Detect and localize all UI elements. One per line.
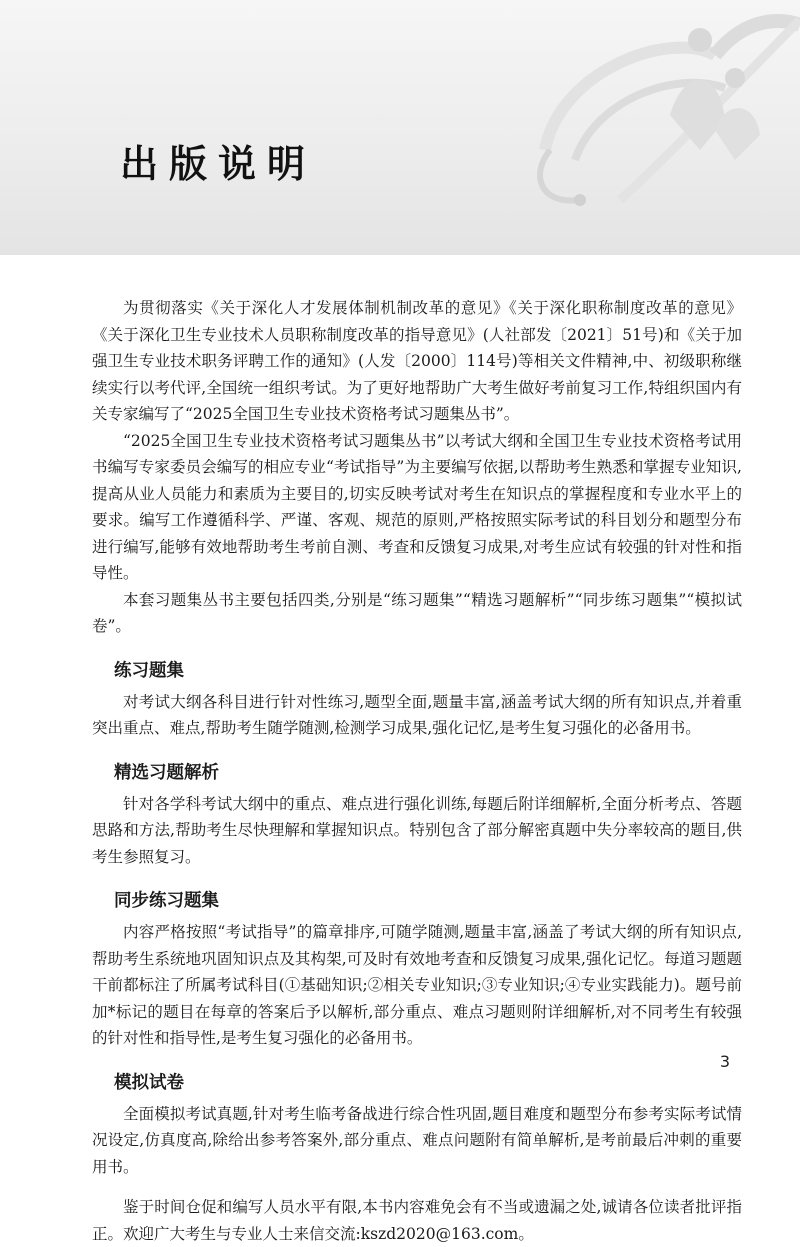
intro-paragraph-3: 本套习题集丛书主要包括四类,分别是“练习题集”“精选习题解析”“同步练习题集”“模拟试卷”。 (92, 590, 742, 635)
header-band (0, 0, 800, 255)
closing-paragraph: 鉴于时间仓促和编写人员水平有限,本书内容难免会有不当或遗漏之处,诚请各位读者批评指正。欢迎广大考生与专业人士来信交流:kszd2020@163.com。 (92, 1198, 742, 1243)
heart-stethoscope-family-icon (500, 0, 800, 255)
page-title: 出版说明 (120, 142, 317, 186)
intro-paragraph-1: 为贯彻落实《关于深化人才发展体制机制改革的意见》《关于深化职称制度改革的意见》《关于深化卫生专业技术人员职称制度改革的指导意见》(人社部发〔2021〕51号)和《关于加强卫生专业技术职务评聘工作的通知》(人发〔2000〕114号)等相关文件精神,中、初级职称继续实行以考代评,全国统一组织考试。为了更好地帮助广大考生做好考前复习工作,特组织国内有关专家编写了“2025全国卫生专业技术资格考试习题集丛书”。 (92, 299, 742, 423)
selected-paragraph: 针对各学科考试大纲中的重点、难点进行强化训练,每题后附详细解析,全面分析考点、答题思路和方法,帮助考生尽快理解和掌握知识点。特别包含了部分解密真题中失分率较高的题目,供考生参照复习。 (92, 794, 742, 866)
heading-selected: 精选习题解析 (114, 762, 219, 783)
sync-paragraph: 内容严格按照“考试指导”的篇章排序,可随学随测,题量丰富,涵盖了考试大纲的所有知识点,帮助考生系统地巩固知识点及其构架,可及时有效地考查和反馈复习成果,强化记忆。每道习题题干前都标注了所属考试科目(①基础知识;②相关专业知识;③专业知识;④专业实践能力)。题号前加*标记的题目在每章的答案后予以解析,部分重点、难点习题则附详细解析,对不同考生有较强的针对性和指导性,是考生复习强化的必备用书。 (92, 923, 742, 1047)
mock-paragraph: 全面模拟考试真题,针对考生临考备战进行综合性巩固,题目难度和题型分布参考实际考试情况设定,仿真度高,除给出参考答案外,部分重点、难点问题附有简单解析,是考前最后冲刺的重要用书。 (92, 1104, 742, 1176)
page-number: 3 (719, 1052, 730, 1071)
heading-practice: 练习题集 (114, 660, 184, 681)
heading-sync: 同步练习题集 (114, 891, 219, 911)
practice-paragraph: 对考试大纲各科目进行针对性练习,题型全面,题量丰富,涵盖考试大纲的所有知识点,并着重突出重点、难点,帮助考生随学随测,检测学习成果,强化记忆,是考生复习强化的必备用书。 (92, 692, 742, 737)
preface-body (92, 295, 742, 1247)
heading-mock: 模拟试卷 (114, 1072, 184, 1093)
intro-paragraph-2: “2025全国卫生专业技术资格考试习题集丛书”以考试大纲和全国卫生专业技术资格考试用书编写专家委员会编写的相应专业“考试指导”为主要编写依据,以帮助考生熟悉和掌握专业知识,提高从业人员能力和素质为主要目的,切实反映考试对考生在知识点的掌握程度和专业水平上的要求。编写工作遵循科学、严谨、客观、规范的原则,严格按照实际考试的科目划分和题型分布进行编写,能够有效地帮助考生考前自测、考查和反馈复习成果,对考生应试有较强的针对性和指导性。 (92, 431, 742, 582)
